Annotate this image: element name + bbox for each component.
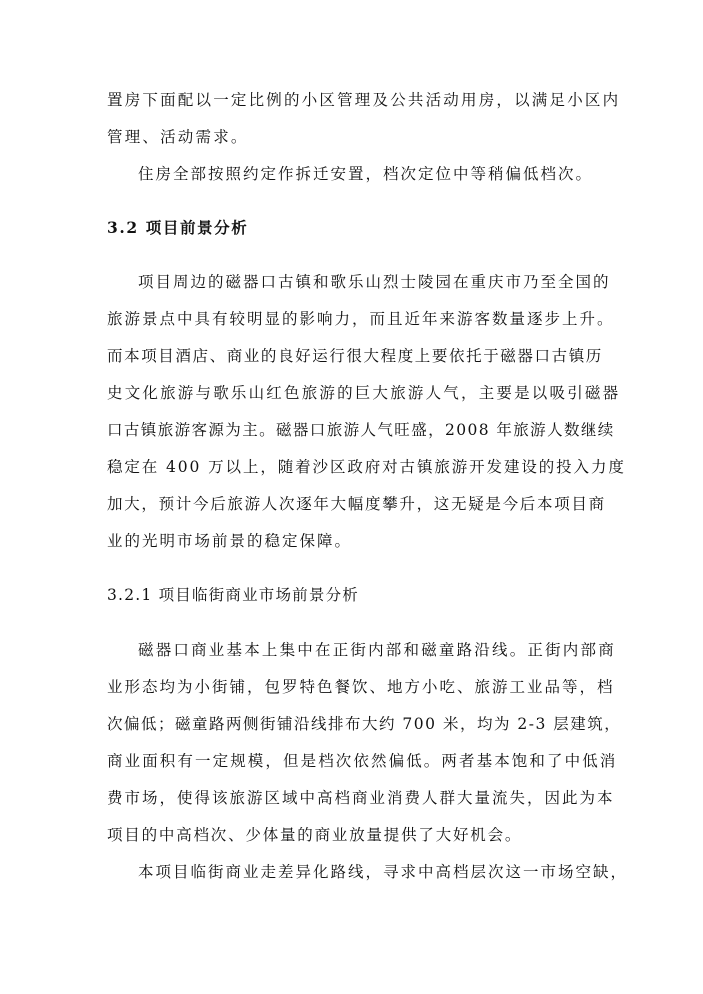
body-text-line: 商业面积有一定规模，但是档次依然偏低。两者基本饱和了中低消 xyxy=(107,752,618,770)
body-text-line: 管理、活动需求。 xyxy=(107,128,249,146)
section-heading-3-2-1: 3.2.1 项目临街商业市场前景分析 xyxy=(107,586,359,604)
body-text-line: 口古镇旅游客源为主。磁器口旅游人气旺盛，2008 年旅游人数继续 xyxy=(107,421,615,439)
body-text-line: 加大，预计今后旅游人次逐年大幅度攀升，这无疑是今后本项目商 xyxy=(107,495,606,513)
section-heading-3-2: 3.2 项目前景分析 xyxy=(107,218,249,237)
body-text-line: 费市场，使得该旅游区域中高档商业消费人群大量流失，因此为本 xyxy=(107,789,615,807)
body-text-line: 项目周边的磁器口古镇和歌乐山烈士陵园在重庆市乃至全国的 xyxy=(138,273,611,291)
body-text-line: 旅游景点中具有较明显的影响力，而且近年来游客数量逐步上升。 xyxy=(107,310,615,328)
body-text-line: 磁器口商业基本上集中在正街内部和磁童路沿线。正街内部商 xyxy=(138,641,616,659)
body-text-line: 置房下面配以一定比例的小区管理及公共活动用房，以满足小区内 xyxy=(107,91,621,109)
body-text-line: 稳定在 400 万以上，随着沙区政府对古镇旅游开发建设的投入力度 xyxy=(107,458,626,476)
body-text-line: 次偏低；磁童路两侧街铺沿线排布大约 700 米，均为 2-3 层建筑， xyxy=(107,715,622,733)
body-text-line: 住房全部按照约定作拆迁安置，档次定位中等稍偏低档次。 xyxy=(138,165,594,183)
body-text-line: 而本项目酒店、商业的良好运行很大程度上要依托于磁器口古镇历 xyxy=(107,347,603,365)
body-text-line: 业形态均为小街铺，包罗特色餐饮、地方小吃、旅游工业品等，档 xyxy=(107,678,615,696)
body-text-line: 史文化旅游与歌乐山红色旅游的巨大旅游人气，主要是以吸引磁器 xyxy=(107,384,621,402)
body-text-line: 本项目临街商业走差异化路线，寻求中高档层次这一市场空缺， xyxy=(138,863,629,881)
body-text-line: 业的光明市场前景的稳定保障。 xyxy=(107,532,353,550)
body-text-line: 项目的中高档次、少体量的商业放量提供了大好机会。 xyxy=(107,826,523,844)
